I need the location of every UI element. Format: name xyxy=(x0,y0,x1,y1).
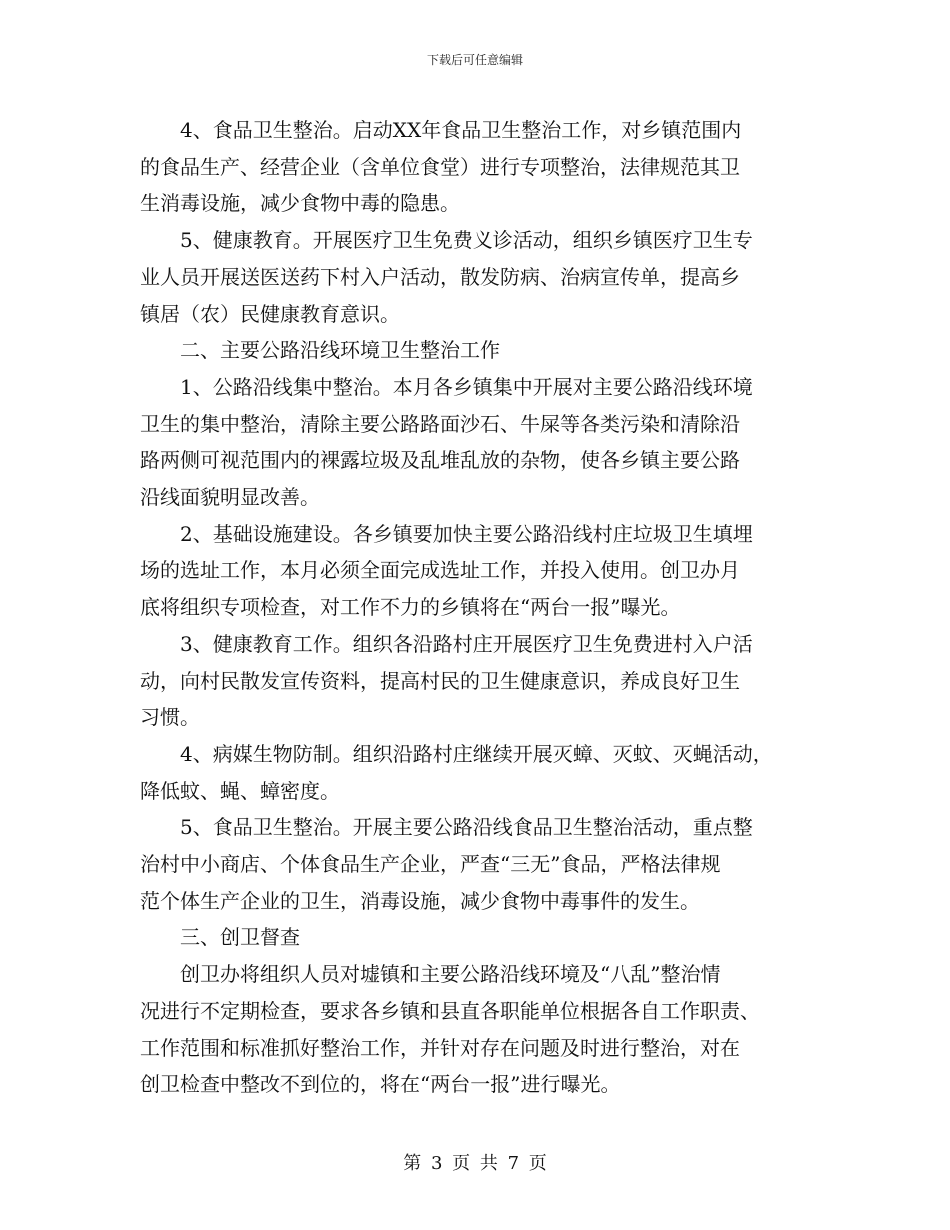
text-line: 4、病媒生物防制。组织沿路村庄继续开展灭蟑、灭蚊、灭蝇活动， xyxy=(180,741,773,766)
text-line: 范个体生产企业的卫生，消毒设施，减少食物中毒事件的发生。 xyxy=(140,888,700,913)
text-line: 5、食品卫生整治。开展主要公路沿线食品卫生整治活动，重点整 xyxy=(180,815,753,840)
text-line: 生消毒设施，减少食物中毒的隐患。 xyxy=(140,191,460,216)
text-line: 的食品生产、经营企业（含单位食堂）进行专项整治，法律规范其卫 xyxy=(140,154,740,179)
text-line: 业人员开展送医送药下村入户活动，散发防病、治病宣传单，提高乡 xyxy=(140,264,740,289)
text-line: 场的选址工作，本月必须全面完成选址工作，并投入使用。创卫办月 xyxy=(140,558,740,583)
text-line: 三、创卫督查 xyxy=(180,925,300,950)
text-line: 卫生的集中整治，清除主要公路路面沙石、牛屎等各类污染和清除沿 xyxy=(140,411,740,436)
text-line: 2、基础设施建设。各乡镇要加快主要公路沿线村庄垃圾卫生填埋 xyxy=(180,521,753,546)
paragraph-road-cleanup xyxy=(140,369,820,516)
paragraph-food-hygiene-township xyxy=(140,112,820,222)
paragraph-inspection xyxy=(140,956,820,1103)
paragraph-infrastructure xyxy=(140,516,820,626)
text-line: 二、主要公路沿线环境卫生整治工作 xyxy=(180,338,500,363)
text-line: 1、公路沿线集中整治。本月各乡镇集中开展对主要公路沿线环境 xyxy=(180,374,753,399)
text-line: 5、健康教育。开展医疗卫生免费义诊活动，组织乡镇医疗卫生专 xyxy=(180,228,753,253)
text-line: 底将组织专项检查，对工作不力的乡镇将在“两台一报”曝光。 xyxy=(140,595,681,620)
page-header-note: 下载后可任意编辑 xyxy=(426,53,523,67)
paragraph-health-education-township xyxy=(140,222,820,332)
text-line: 镇居（农）民健康教育意识。 xyxy=(140,301,400,326)
text-line: 降低蚊、蝇、蟑密度。 xyxy=(140,778,340,803)
paragraph-health-education-villages xyxy=(140,626,820,736)
text-line: 路两侧可视范围内的裸露垃圾及乱堆乱放的杂物，使各乡镇主要公路 xyxy=(140,448,740,473)
page-number: 第 3 页 共 7 页 xyxy=(403,1153,547,1174)
text-line: 创卫办将组织人员对墟镇和主要公路沿线环境及“八乱”整治情 xyxy=(180,962,721,987)
paragraph-food-hygiene-road xyxy=(140,809,820,919)
text-line: 况进行不定期检查，要求各乡镇和县直各职能单位根据各自工作职责、 xyxy=(140,998,760,1023)
text-line: 创卫检查中整改不到位的，将在“两台一报”进行曝光。 xyxy=(140,1072,621,1097)
text-line: 3、健康教育工作。组织各沿路村庄开展医疗卫生免费进村入户活 xyxy=(180,631,753,656)
text-line: 治村中小商店、个体食品生产企业，严查“三无”食品，严格法律规 xyxy=(140,852,721,877)
text-line: 动，向村民散发宣传资料，提高村民的卫生健康意识，养成良好卫生 xyxy=(140,668,740,693)
document-body xyxy=(140,112,820,1103)
text-line: 工作范围和标准抓好整治工作，并针对存在问题及时进行整治，对在 xyxy=(140,1035,740,1060)
text-line: 4、食品卫生整治。启动XX年食品卫生整治工作，对乡镇范围内 xyxy=(180,118,742,142)
text-line: 沿线面貌明显改善。 xyxy=(140,485,320,510)
text-line: 习惯。 xyxy=(140,705,200,730)
paragraph-vector-control xyxy=(140,736,820,809)
section-heading-road-environment xyxy=(140,332,820,369)
section-heading-inspection xyxy=(140,919,820,956)
